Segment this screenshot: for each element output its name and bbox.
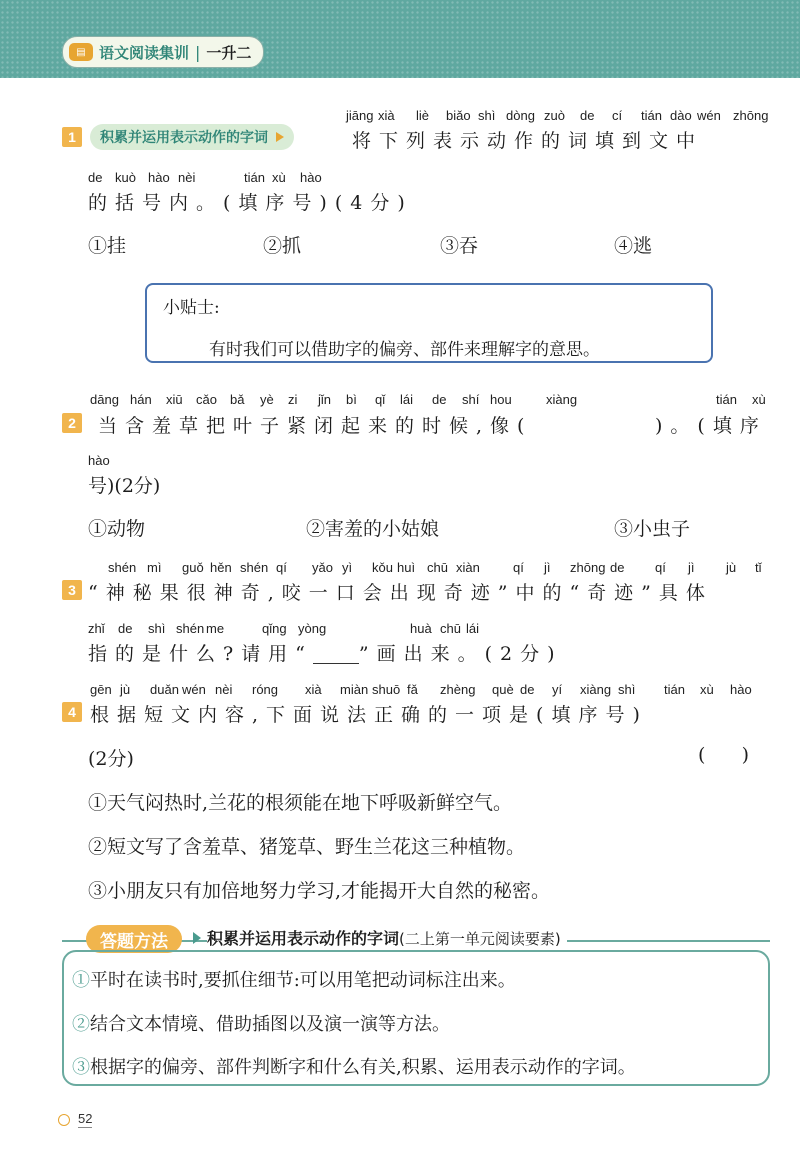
question-2-text-line-1b: )。(填序	[655, 415, 767, 437]
pinyin-syllable: zuò	[544, 108, 565, 123]
pinyin-syllable: fǎ	[407, 682, 418, 697]
pinyin-syllable: de	[520, 682, 535, 697]
pinyin-syllable: yè	[260, 392, 274, 407]
pinyin-syllable: de	[580, 108, 595, 123]
pinyin-syllable: róng	[252, 682, 279, 697]
pinyin-syllable: jì	[688, 560, 695, 575]
pinyin-syllable: tǐ	[755, 560, 762, 575]
pinyin-syllable: wén	[697, 108, 721, 123]
page-header	[0, 0, 800, 78]
pinyin-syllable: huì	[397, 560, 416, 575]
pinyin-syllable: qǐng	[262, 621, 287, 636]
pinyin-syllable: què	[492, 682, 514, 697]
pinyin-syllable: shén	[176, 621, 205, 636]
pinyin-syllable: hán	[130, 392, 152, 407]
pinyin-syllable: tián	[641, 108, 662, 123]
pinyin-syllable: zi	[288, 392, 298, 407]
answer-parentheses[interactable]: ( )	[698, 744, 750, 766]
pinyin-syllable: nèi	[178, 170, 196, 185]
pinyin-syllable: tián	[716, 392, 737, 407]
method-item-2	[72, 1010, 450, 1036]
method-item-2-num: ②	[72, 1014, 90, 1035]
question-4-option-2: ②短文写了含羞草、猪笼草、野生兰花这三种植物。	[88, 836, 526, 858]
method-item-3	[72, 1053, 636, 1079]
question-2-option-3: ③小虫子	[614, 518, 691, 540]
pinyin-syllable: yǎo	[312, 560, 333, 575]
question-1-option-3: ③吞	[440, 235, 479, 257]
pinyin-syllable: hěn	[210, 560, 232, 575]
question-3-text-line-2	[88, 639, 563, 666]
method-note: (二上第一单元阅读要素)	[399, 930, 561, 948]
pinyin-syllable: mì	[147, 560, 162, 575]
pinyin-syllable: xiàn	[456, 560, 480, 575]
method-badge: 答题方法	[86, 925, 182, 953]
question-2-text-line-1a: 当含羞草把叶子紧闭起来的时候,像(	[98, 415, 533, 437]
pinyin-syllable: cí	[612, 108, 623, 123]
pinyin-syllable: kuò	[115, 170, 136, 185]
grade-label: 一升二	[206, 43, 252, 62]
question-2-option-1: ①动物	[88, 518, 146, 540]
question-1-text-line-1: 将下列表示动作的词填到文中	[352, 130, 704, 152]
question-2-text-line-2: 号)(2分)	[88, 475, 161, 497]
question-4-option-3: ③小朋友只有加倍地努力学习,才能揭开大自然的秘密。	[88, 880, 551, 902]
pinyin-syllable: jǐn	[318, 392, 332, 407]
pinyin-syllable: gēn	[90, 682, 112, 697]
pinyin-syllable: shì	[148, 621, 166, 636]
pinyin-syllable: xià	[305, 682, 322, 697]
tip-text: 有时我们可以借助字的偏旁、部件来理解字的意思。	[209, 340, 600, 360]
pinyin-syllable: shì	[618, 682, 636, 697]
pinyin-syllable: zhǐ	[88, 621, 105, 636]
pinyin-syllable: jù	[726, 560, 737, 575]
pinyin-syllable: qí	[276, 560, 287, 575]
pinyin-syllable: hào	[730, 682, 752, 697]
book-title: 语文阅读集训	[99, 43, 190, 62]
pinyin-syllable: duǎn	[150, 682, 179, 697]
pinyin-syllable: liè	[416, 108, 430, 123]
pinyin-syllable: zhōng	[733, 108, 769, 123]
question-1-topic-text: 积累并运用表示动作的字词	[100, 130, 268, 146]
question-2-option-2: ②害羞的小姑娘	[306, 518, 440, 540]
title-separator: |	[195, 42, 201, 62]
pinyin-syllable: cǎo	[196, 392, 217, 407]
book-icon: ▤	[69, 43, 93, 61]
tip-box	[145, 283, 713, 363]
pinyin-syllable: qǐ	[375, 392, 386, 407]
method-item-3-text: 根据字的偏旁、部件判断字和什么有关,积累、运用表示动作的字词。	[90, 1057, 636, 1078]
pinyin-syllable: hào	[88, 453, 110, 468]
pinyin-syllable: biǎo	[446, 108, 471, 123]
question-1-text-line-2: 的括号内。(填序号)(4分)	[88, 192, 413, 214]
book-title-pill	[62, 36, 264, 68]
pinyin-syllable: shén	[240, 560, 269, 575]
arrow-right-icon	[193, 932, 201, 944]
pinyin-syllable: xiàng	[580, 682, 612, 697]
question-4-number: 4	[62, 702, 82, 722]
pinyin-syllable: xù	[700, 682, 714, 697]
pinyin-syllable: dòng	[506, 108, 535, 123]
pinyin-syllable: xiū	[166, 392, 183, 407]
pinyin-syllable: xù	[752, 392, 766, 407]
pinyin-syllable: yì	[342, 560, 353, 575]
pinyin-syllable: zhōng	[570, 560, 606, 575]
pinyin-syllable: jì	[544, 560, 551, 575]
pinyin-syllable: yòng	[298, 621, 327, 636]
pinyin-syllable: yí	[552, 682, 563, 697]
method-item-1	[72, 966, 516, 992]
method-item-2-text: 结合文本情境、借助插图以及演一演等方法。	[90, 1014, 450, 1035]
pinyin-syllable: guǒ	[182, 560, 204, 575]
method-item-1-text: 平时在读书时,要抓住细节:可以用笔把动词标注出来。	[90, 970, 516, 991]
pinyin-syllable: hào	[148, 170, 170, 185]
question-3-text-line-1: “神秘果很神奇,咬一口会出现奇迹”中的“奇迹”具体	[88, 582, 713, 604]
question-3-text-2b: ”画出来。(2分)	[358, 643, 563, 665]
pinyin-syllable: xù	[272, 170, 286, 185]
pinyin-syllable: dào	[670, 108, 692, 123]
question-4-option-1: ①天气闷热时,兰花的根须能在地下呼吸新鲜空气。	[88, 792, 513, 814]
question-1-option-1: ①挂	[88, 235, 127, 257]
pinyin-syllable: hào	[300, 170, 322, 185]
method-title-text: 积累并运用表示动作的字词	[207, 929, 400, 948]
page-footer	[52, 1108, 92, 1130]
pinyin-syllable: me	[206, 621, 225, 636]
pinyin-syllable: huà	[410, 621, 432, 636]
pinyin-syllable: qí	[513, 560, 524, 575]
method-item-3-num: ③	[72, 1057, 90, 1078]
tip-title: 小贴士:	[163, 298, 220, 318]
pinyin-syllable: qí	[655, 560, 666, 575]
underline-blank[interactable]	[313, 645, 359, 664]
pinyin-syllable: hou	[490, 392, 512, 407]
pinyin-syllable: de	[88, 170, 103, 185]
question-1-number: 1	[62, 127, 82, 147]
pinyin-syllable: shuō	[372, 682, 401, 697]
page-number: 52	[78, 1110, 93, 1126]
pinyin-syllable: de	[432, 392, 447, 407]
pinyin-syllable: de	[118, 621, 133, 636]
pinyin-syllable: tián	[244, 170, 265, 185]
pinyin-syllable: jiāng	[346, 108, 374, 123]
pinyin-syllable: chū	[427, 560, 448, 575]
pinyin-syllable: zhèng	[440, 682, 476, 697]
arrow-right-icon	[276, 132, 284, 142]
question-1-option-2: ②抓	[263, 235, 302, 257]
pinyin-syllable: wén	[182, 682, 206, 697]
question-1-option-4: ④逃	[614, 235, 653, 257]
question-4-score: (2分)	[88, 748, 134, 770]
pinyin-syllable: shí	[462, 392, 480, 407]
question-4-text-line-1: 根据短文内容,下面说法正确的一项是(填序号)	[90, 704, 648, 726]
pinyin-syllable: nèi	[215, 682, 233, 697]
method-title	[207, 926, 567, 949]
method-item-1-num: ①	[72, 970, 90, 991]
pinyin-syllable: de	[610, 560, 625, 575]
pinyin-syllable: lái	[466, 621, 480, 636]
pinyin-syllable: jù	[120, 682, 131, 697]
pinyin-syllable: bì	[346, 392, 357, 407]
pinyin-syllable: miàn	[340, 682, 369, 697]
question-3-number: 3	[62, 580, 82, 600]
pinyin-syllable: xiàng	[546, 392, 578, 407]
pinyin-syllable: chū	[440, 621, 461, 636]
pinyin-syllable: shì	[478, 108, 496, 123]
pinyin-syllable: shén	[108, 560, 137, 575]
question-2-number: 2	[62, 413, 82, 433]
sun-icon	[52, 1108, 74, 1130]
question-3-text-2a: 指的是什么?请用“	[88, 643, 313, 665]
pinyin-syllable: dāng	[90, 392, 119, 407]
pinyin-syllable: kǒu	[372, 560, 393, 575]
pinyin-syllable: lái	[400, 392, 414, 407]
pinyin-syllable: bǎ	[230, 392, 245, 407]
pinyin-syllable: xià	[378, 108, 395, 123]
pinyin-syllable: tián	[664, 682, 685, 697]
question-1-topic	[90, 124, 294, 150]
